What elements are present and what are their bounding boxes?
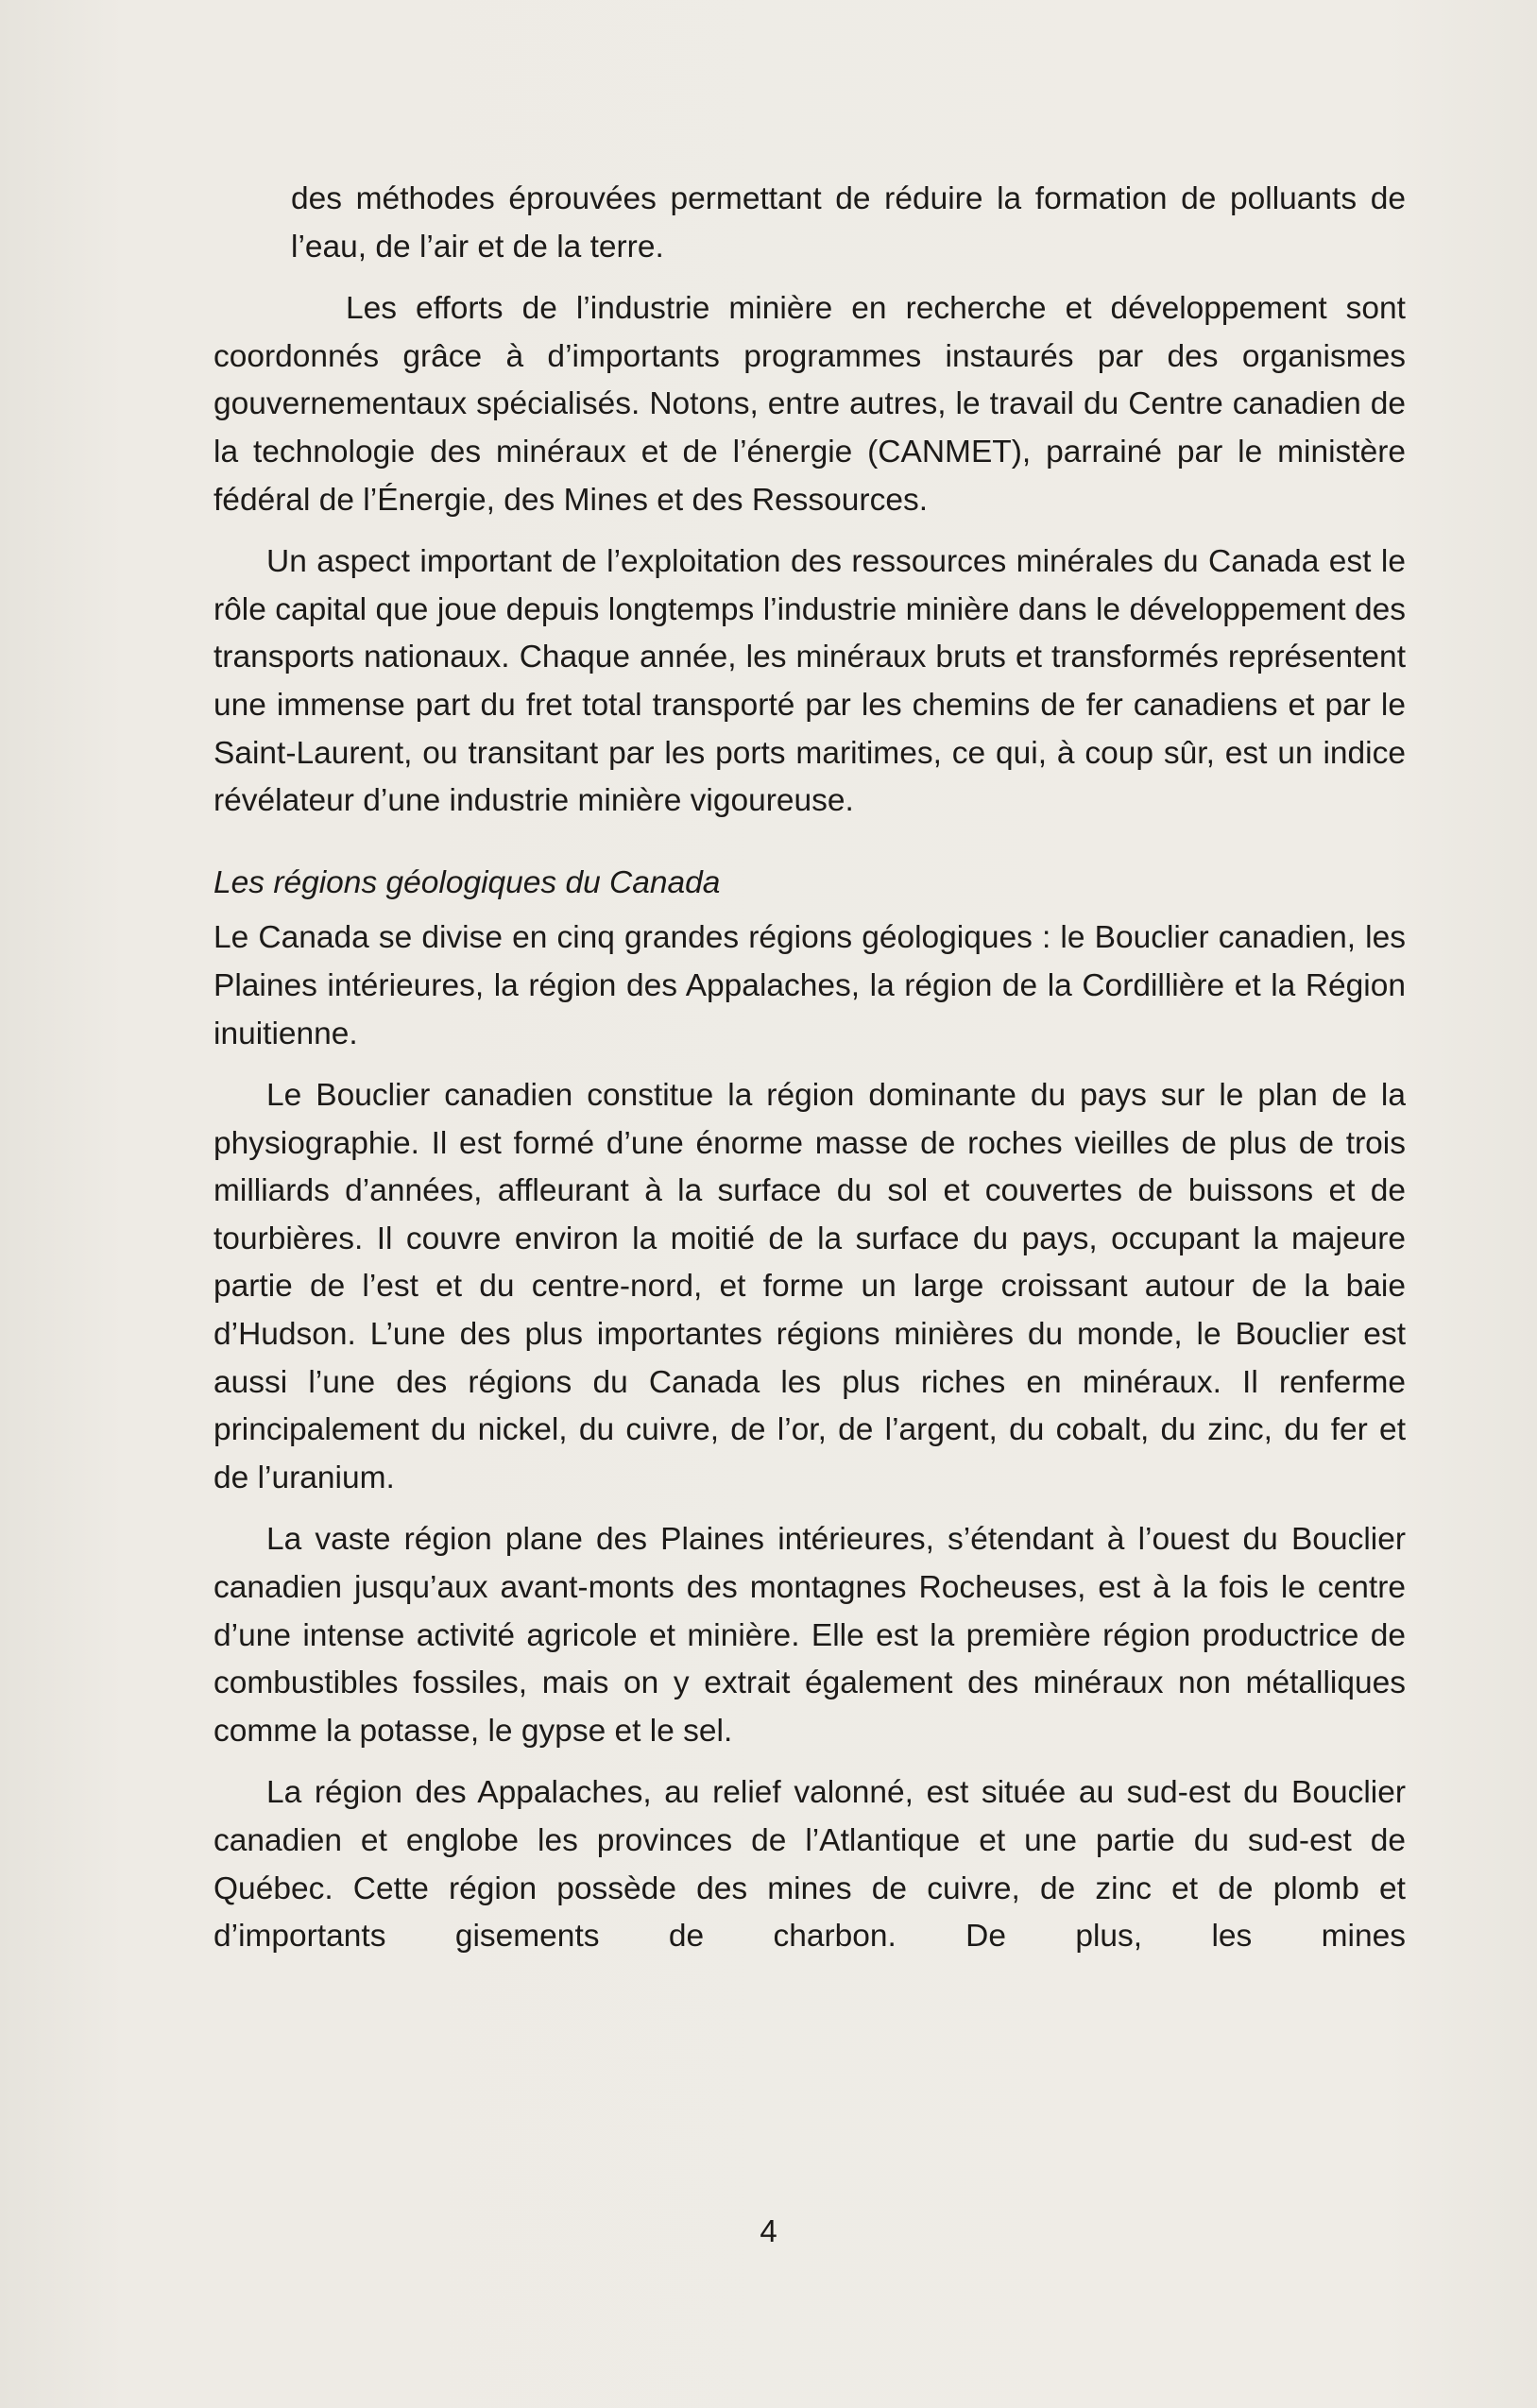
body-text (213, 176, 1406, 1975)
paragraph-shield: Le Bouclier canadien constitue la région dominante du pays sur le plan de la physiographie. Il est formé d’une énorme masse de roches vieilles de plus de trois milliards d’années, affleurant à la surface du sol et couvertes de buissons et de tourbières. Il couvre environ la moitié de la surface du pays, occupant la majeure partie de l’est et du centre-nord, et forme un large croissant autour de la baie d’Hudson. L’une des plus importantes régions minières du monde, le Bouclier est aussi l’une des régions du Canada les plus riches en minéraux. Il renferme principalement du nickel, du cuivre, de l’or, de l’argent, du cobalt, du zinc, du fer et de l’uranium. (213, 1078, 1406, 1495)
paragraph-continuation: des méthodes éprouvées permettant de réduire la formation de polluants de l’eau, de l’air et de la terre. (291, 181, 1406, 265)
paragraph-research: Les efforts de l’industrie minière en recherche et développement sont coordonnés grâce à d’importants programmes instaurés par des organismes gouvernementaux spécialisés. Notons, entre autres, le travail du Centre canadien de la technologie des minéraux et de l’énergie (CANMET), parrainé par le ministère fédéral de l’Énergie, des Mines et des Ressources. (213, 291, 1406, 518)
paragraph-transport: Un aspect important de l’exploitation des ressources minérales du Canada est le rôle capital que joue depuis longtemps l’industrie minière dans le développement des transports nationaux. Chaque année, les minéraux bruts et transformés représentent une immense part du fret total transporté par les chemins de fer canadiens et par le Saint-Laurent, ou transitant par les ports maritimes, ce qui, à coup sûr, est un indice révélateur d’une industrie minière vigoureuse. (213, 544, 1406, 819)
paragraph-regions: Le Canada se divise en cinq grandes régions géologiques : le Bouclier canadien, les Plaines intérieures, la région des Appalaches, la région de la Cordillière et la Région inuitienne. (213, 920, 1406, 1051)
page-number: 4 (760, 2213, 777, 2248)
paragraph-plains: La vaste région plane des Plaines intérieures, s’étendant à l’ouest du Bouclier canadien jusqu’aux avant-monts des montagnes Rocheuses, est à la fois le centre d’une intense activité agricole et minière. Elle est la première région productrice de combustibles fossiles, mais on y extrait également des minéraux non métalliques comme la potasse, le gypse et le sel. (213, 1522, 1406, 1749)
section-title: Les régions géologiques du Canada (213, 864, 721, 900)
paragraph-appalachians: La région des Appalaches, au relief valonné, est située au sud-est du Bouclier canadien et englobe les provinces de l’Atlantique et une partie du sud-est de Québec. Cette région possède des mines de cuivre, de zinc et de plomb et d’importants gisements de charbon. De plus, les mines (213, 1775, 1406, 1955)
